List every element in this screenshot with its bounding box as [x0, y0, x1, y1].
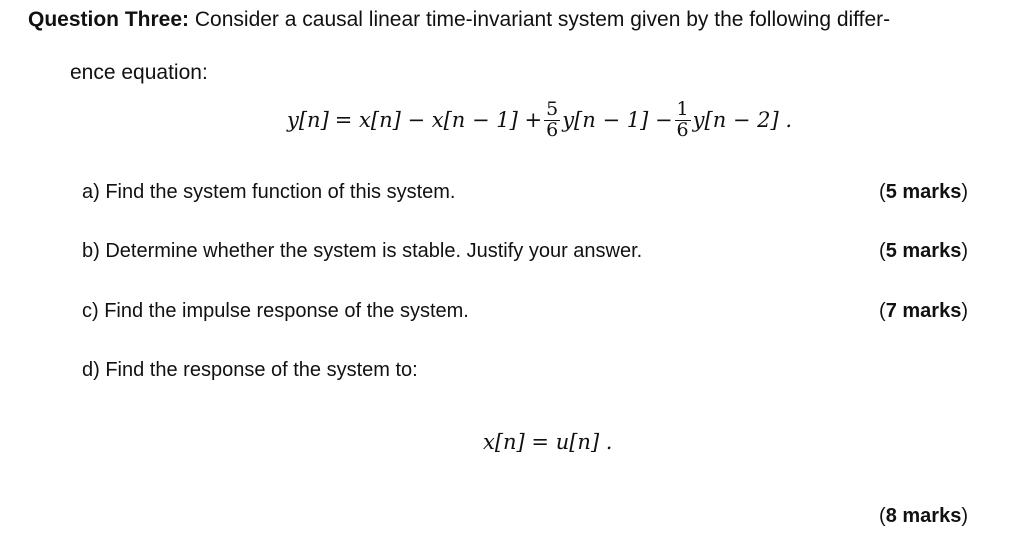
- input-equation-text: x[n] = u[n] .: [483, 430, 613, 454]
- fraction-one-sixth: $\frac{1}{6}$: [676, 98, 689, 141]
- equation-term-3: y[n − 2] .: [692, 108, 793, 133]
- equation-term-1: = x[n] − x[n − 1] +: [334, 108, 543, 133]
- question-label: Question Three:: [28, 8, 190, 31]
- difference-equation: [287, 100, 792, 141]
- question-intro: Consider a causal linear time-invariant system given by the following differ-: [194, 8, 891, 31]
- part-d-text: d) Find the response of the system to:: [82, 359, 418, 381]
- question-heading-line: [28, 8, 890, 32]
- part-a-text: a) Find the system function of this system.: [82, 181, 456, 203]
- equation-lhs: y[n]: [287, 108, 329, 133]
- part-a-marks: (5 marks): [879, 181, 968, 203]
- fraction-five-sixths: $\frac{5}{6}$: [546, 98, 559, 141]
- question-intro-continued: ence equation:: [70, 61, 208, 84]
- part-b-marks: (5 marks): [879, 240, 968, 262]
- part-b-text: b) Determine whether the system is stable. Justify your answer.: [82, 240, 643, 262]
- part-c-marks: (7 marks): [879, 300, 968, 322]
- part-d-marks: (8 marks): [879, 505, 968, 527]
- part-c-text: c) Find the impulse response of the system.: [82, 300, 469, 322]
- equation-term-2: y[n − 1] −: [562, 108, 673, 133]
- input-equation: [483, 430, 613, 454]
